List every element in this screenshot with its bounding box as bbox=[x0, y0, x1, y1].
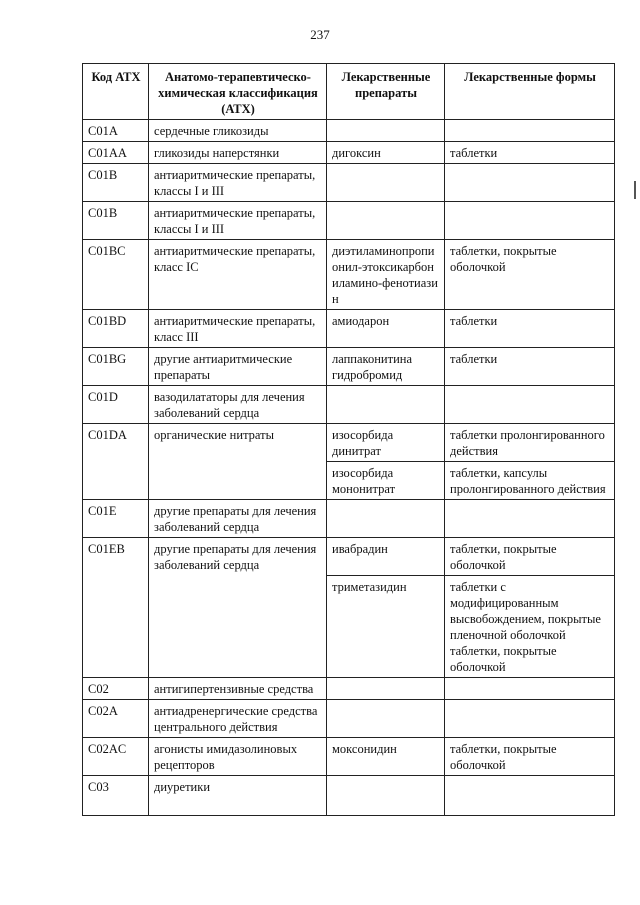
table-row bbox=[83, 310, 615, 348]
cell-code: C01EB bbox=[83, 538, 149, 678]
table-header-row bbox=[83, 64, 615, 120]
cell-code: C01B bbox=[83, 202, 149, 240]
cell-code: C01D bbox=[83, 386, 149, 424]
cell-drug bbox=[327, 678, 445, 700]
cell-drug bbox=[327, 164, 445, 202]
cell-class: антиаритмические препараты, класс III bbox=[149, 310, 327, 348]
cell-code: C01BC bbox=[83, 240, 149, 310]
page-number: 237 bbox=[310, 27, 330, 42]
cell-code: C01DA bbox=[83, 424, 149, 500]
cell-class: сердечные гликозиды bbox=[149, 120, 327, 142]
cell-class: органические нитраты bbox=[149, 424, 327, 500]
cell-code: C01E bbox=[83, 500, 149, 538]
cell-form: таблетки bbox=[445, 348, 615, 386]
margin-mark bbox=[634, 181, 636, 199]
table-row bbox=[83, 776, 615, 816]
cell-drug: амиодарон bbox=[327, 310, 445, 348]
table-row bbox=[83, 538, 615, 576]
cell-form bbox=[445, 700, 615, 738]
table-row bbox=[83, 348, 615, 386]
cell-drug bbox=[327, 776, 445, 816]
cell-drug: моксонидин bbox=[327, 738, 445, 776]
cell-class: антиадренергические средства центрального действия bbox=[149, 700, 327, 738]
cell-drug bbox=[327, 202, 445, 240]
cell-form bbox=[445, 164, 615, 202]
cell-form: таблетки bbox=[445, 142, 615, 164]
cell-drug: лаппаконитина гидробромид bbox=[327, 348, 445, 386]
cell-class: антиаритмические препараты, классы I и III bbox=[149, 164, 327, 202]
table-row bbox=[83, 142, 615, 164]
atc-table bbox=[82, 63, 615, 816]
table-row bbox=[83, 240, 615, 310]
cell-form bbox=[445, 120, 615, 142]
cell-drug bbox=[327, 500, 445, 538]
cell-code: C01BG bbox=[83, 348, 149, 386]
cell-class: другие препараты для лечения заболеваний сердца bbox=[149, 538, 327, 678]
cell-class: гликозиды наперстянки bbox=[149, 142, 327, 164]
cell-form bbox=[445, 776, 615, 816]
cell-code: C02 bbox=[83, 678, 149, 700]
cell-code: C01B bbox=[83, 164, 149, 202]
cell-drug: дигоксин bbox=[327, 142, 445, 164]
cell-drug bbox=[327, 386, 445, 424]
header-drugs: Лекарственные препараты bbox=[327, 64, 445, 120]
cell-class: другие препараты для лечения заболеваний сердца bbox=[149, 500, 327, 538]
table-row bbox=[83, 164, 615, 202]
table-row bbox=[83, 424, 615, 462]
cell-form bbox=[445, 386, 615, 424]
cell-class: антиаритмические препараты, классы I и III bbox=[149, 202, 327, 240]
cell-drug: диэтиламинопропионил-этоксикарбониламино-фенотиазин bbox=[327, 240, 445, 310]
cell-drug: триметазидин bbox=[327, 576, 445, 678]
cell-code: C03 bbox=[83, 776, 149, 816]
cell-form bbox=[445, 500, 615, 538]
cell-drug bbox=[327, 700, 445, 738]
cell-form: таблетки, капсулы пролонгированного действия bbox=[445, 462, 615, 500]
header-forms: Лекарственные формы bbox=[445, 64, 615, 120]
cell-class: вазодилататоры для лечения заболеваний сердца bbox=[149, 386, 327, 424]
cell-class: диуретики bbox=[149, 776, 327, 816]
cell-form: таблетки, покрытые оболочкой bbox=[445, 738, 615, 776]
cell-code: C02A bbox=[83, 700, 149, 738]
cell-class: антигипертензивные средства bbox=[149, 678, 327, 700]
cell-form bbox=[445, 678, 615, 700]
cell-form: таблетки пролонгированного действия bbox=[445, 424, 615, 462]
table-row bbox=[83, 500, 615, 538]
cell-drug: изосорбида мононитрат bbox=[327, 462, 445, 500]
cell-form: таблетки, покрытые оболочкой bbox=[445, 240, 615, 310]
table-row bbox=[83, 738, 615, 776]
table-row bbox=[83, 678, 615, 700]
cell-class: антиаритмические препараты, класс IC bbox=[149, 240, 327, 310]
header-classification: Анатомо-терапевтическо-химическая классификация (АТХ) bbox=[149, 64, 327, 120]
cell-form bbox=[445, 202, 615, 240]
header-code: Код АТХ bbox=[83, 64, 149, 120]
cell-drug bbox=[327, 120, 445, 142]
table-row bbox=[83, 120, 615, 142]
cell-drug: изосорбида динитрат bbox=[327, 424, 445, 462]
cell-code: C01A bbox=[83, 120, 149, 142]
cell-form: таблетки bbox=[445, 310, 615, 348]
table-row bbox=[83, 386, 615, 424]
cell-drug: ивабрадин bbox=[327, 538, 445, 576]
cell-form: таблетки, покрытые оболочкой bbox=[445, 538, 615, 576]
table-row bbox=[83, 202, 615, 240]
cell-code: C01BD bbox=[83, 310, 149, 348]
table-row bbox=[83, 700, 615, 738]
cell-class: другие антиаритмические препараты bbox=[149, 348, 327, 386]
cell-code: C01AA bbox=[83, 142, 149, 164]
cell-class: агонисты имидазолиновых рецепторов bbox=[149, 738, 327, 776]
cell-code: C02AC bbox=[83, 738, 149, 776]
cell-form: таблетки с модифицированным высвобождением, покрытые пленочной оболочкой таблетки, покрытые оболочкой bbox=[445, 576, 615, 678]
